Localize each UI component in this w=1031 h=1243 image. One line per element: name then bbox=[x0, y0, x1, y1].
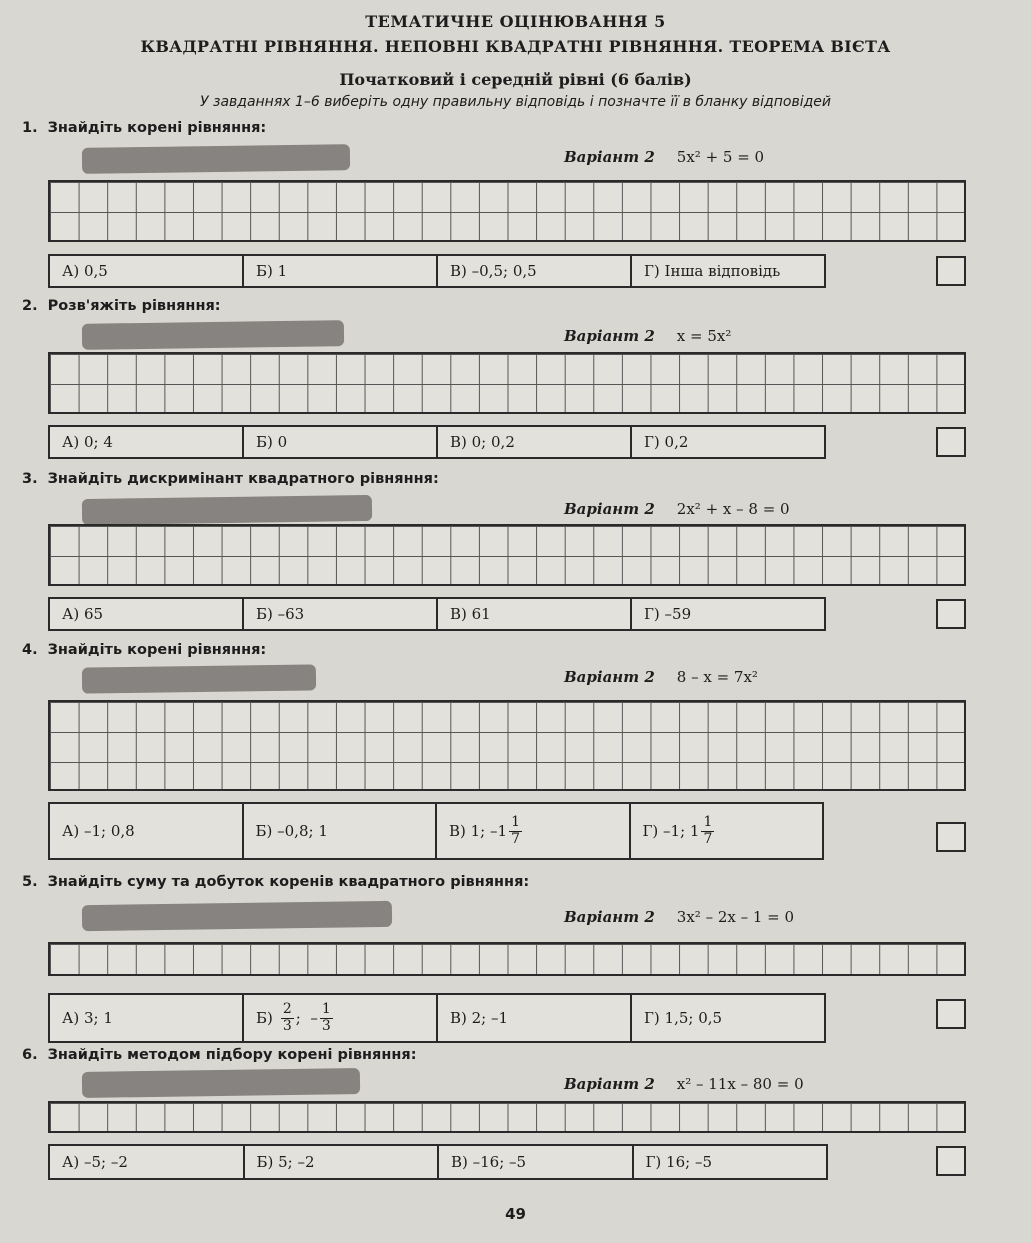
variant-2-equation bbox=[564, 327, 731, 345]
answer-a[interactable]: А) –1; 0,8 bbox=[50, 804, 244, 858]
answer-c[interactable]: В) –0,5; 0,5 bbox=[438, 256, 632, 286]
question-number: 3. bbox=[22, 471, 38, 487]
question-text: Знайдіть корені рівняння: bbox=[47, 120, 267, 136]
answer-box[interactable] bbox=[936, 822, 966, 852]
answer-c[interactable]: В) 0; 0,2 bbox=[438, 427, 632, 457]
variant-2-equation bbox=[564, 908, 794, 926]
question-number: 1. bbox=[22, 120, 38, 136]
numerator: 2 bbox=[282, 1001, 292, 1018]
equation: 8 – x = 7x² bbox=[676, 668, 758, 686]
question-number: 6. bbox=[22, 1047, 38, 1063]
instruction: У завданнях 1–6 виберіть одну правильну відповідь і позначте її в бланку відповідей bbox=[200, 94, 831, 110]
answer-a[interactable]: А) 0,5 bbox=[50, 256, 244, 286]
redacted-variant-1 bbox=[82, 664, 316, 693]
variant-label: Варіант 2 bbox=[564, 327, 655, 345]
answer-b[interactable]: Б) 0 bbox=[244, 427, 438, 457]
equation: x = 5x² bbox=[676, 327, 732, 345]
denominator: 3 bbox=[321, 1017, 331, 1034]
variant-2-equation bbox=[564, 500, 790, 518]
answer-box[interactable] bbox=[936, 1146, 966, 1176]
work-grid[interactable] bbox=[48, 700, 966, 791]
variant-label: Варіант 2 bbox=[564, 148, 655, 166]
answer-a[interactable]: А) –5; –2 bbox=[50, 1146, 245, 1178]
answer-b[interactable]: Б) 5; –2 bbox=[245, 1146, 440, 1178]
answer-c[interactable]: В) 61 bbox=[438, 599, 632, 629]
answer-a[interactable]: А) 0; 4 bbox=[50, 427, 244, 457]
question-number: 2. bbox=[22, 298, 38, 314]
numerator: 1 bbox=[511, 814, 520, 831]
answer-b[interactable]: Б) 1 bbox=[244, 256, 438, 286]
answer-d[interactable]: Г) –59 bbox=[644, 605, 692, 623]
answer-b[interactable]: Б) –0,8; 1 bbox=[244, 804, 438, 858]
answer-box[interactable] bbox=[936, 999, 966, 1029]
variant-label: Варіант 2 bbox=[564, 500, 655, 518]
separator: ; – bbox=[295, 1009, 318, 1027]
question-1-heading bbox=[22, 120, 266, 136]
numerator: 1 bbox=[321, 1001, 331, 1018]
fraction bbox=[701, 815, 714, 847]
answer-options bbox=[48, 254, 826, 288]
redacted-variant-1 bbox=[82, 1068, 360, 1098]
variant-2-equation bbox=[564, 148, 764, 166]
question-text: Знайдіть методом підбору корені рівняння: bbox=[47, 1047, 417, 1063]
equation: 5x² + 5 = 0 bbox=[676, 148, 765, 166]
denominator: 7 bbox=[703, 830, 713, 847]
question-3-heading bbox=[22, 471, 439, 487]
answer-c[interactable]: В) –16; –5 bbox=[439, 1146, 634, 1178]
page-title: ТЕМАТИЧНЕ ОЦІНЮВАННЯ 5 bbox=[365, 12, 666, 31]
denominator: 3 bbox=[282, 1017, 292, 1034]
page-number: 49 bbox=[505, 1205, 526, 1223]
variant-label: Варіант 2 bbox=[564, 908, 655, 926]
answer-options bbox=[48, 802, 824, 860]
question-4-heading bbox=[22, 642, 266, 658]
answer-options bbox=[48, 425, 826, 459]
redacted-variant-1 bbox=[82, 320, 344, 350]
answer-b[interactable]: Б) –63 bbox=[244, 599, 438, 629]
numerator: 1 bbox=[703, 814, 713, 831]
answer-d-text: Г) –1; 1 bbox=[642, 822, 700, 840]
question-text: Розв'яжіть рівняння: bbox=[47, 298, 221, 314]
fraction bbox=[320, 1002, 333, 1034]
question-number: 4. bbox=[22, 642, 38, 658]
question-text: Знайдіть корені рівняння: bbox=[47, 642, 267, 658]
answer-a[interactable]: А) 3; 1 bbox=[50, 995, 244, 1041]
answer-box[interactable] bbox=[936, 256, 966, 286]
fraction bbox=[509, 815, 522, 847]
variant-2-equation bbox=[564, 1075, 804, 1093]
redacted-variant-1 bbox=[82, 901, 392, 931]
equation: 3x² – 2x – 1 = 0 bbox=[676, 908, 795, 926]
work-grid[interactable] bbox=[48, 524, 966, 586]
variant-label: Варіант 2 bbox=[564, 1075, 655, 1093]
work-grid[interactable] bbox=[48, 942, 966, 976]
answer-b[interactable] bbox=[244, 995, 438, 1041]
question-text: Знайдіть дискримінант квадратного рівняння: bbox=[47, 471, 439, 487]
variant-label: Варіант 2 bbox=[564, 668, 655, 686]
answer-options bbox=[48, 993, 826, 1043]
answer-b-text: Б) bbox=[256, 1009, 273, 1027]
variant-2-equation bbox=[564, 668, 758, 686]
question-2-heading bbox=[22, 298, 221, 314]
fraction bbox=[281, 1002, 294, 1034]
answer-options bbox=[48, 1144, 828, 1180]
answer-d[interactable]: Г) 16; –5 bbox=[645, 1153, 713, 1171]
denominator: 7 bbox=[511, 830, 520, 847]
work-grid[interactable] bbox=[48, 352, 966, 414]
question-number: 5. bbox=[22, 874, 38, 890]
answer-c[interactable]: В) 2; –1 bbox=[438, 995, 632, 1041]
question-5-heading bbox=[22, 874, 529, 890]
answer-a[interactable]: А) 65 bbox=[50, 599, 244, 629]
equation: 2x² + x – 8 = 0 bbox=[676, 500, 790, 518]
answer-box[interactable] bbox=[936, 427, 966, 457]
answer-d[interactable]: Г) 1,5; 0,5 bbox=[644, 1009, 723, 1027]
question-text: Знайдіть суму та добуток коренів квадратного рівняння: bbox=[47, 874, 530, 890]
answer-options bbox=[48, 597, 826, 631]
page-subtitle: КВАДРАТНІ РІВНЯННЯ. НЕПОВНІ КВАДРАТНІ РІВНЯННЯ. ТЕОРЕМА ВІЄТА bbox=[140, 37, 891, 56]
question-6-heading bbox=[22, 1047, 417, 1063]
answer-box[interactable] bbox=[936, 599, 966, 629]
answer-c-text: В) 1; –1 bbox=[449, 822, 508, 840]
answer-d[interactable]: Г) Інша відповідь bbox=[644, 262, 781, 280]
work-grid[interactable] bbox=[48, 1101, 966, 1133]
level-heading: Початковий і середній рівні (6 балів) bbox=[339, 70, 692, 89]
answer-c[interactable] bbox=[437, 804, 631, 858]
equation: x² – 11x – 80 = 0 bbox=[676, 1075, 804, 1093]
redacted-variant-1 bbox=[82, 144, 350, 174]
work-grid[interactable] bbox=[48, 180, 966, 242]
answer-d[interactable]: Г) 0,2 bbox=[644, 433, 689, 451]
redacted-variant-1 bbox=[82, 495, 372, 525]
answer-d[interactable] bbox=[631, 804, 823, 858]
